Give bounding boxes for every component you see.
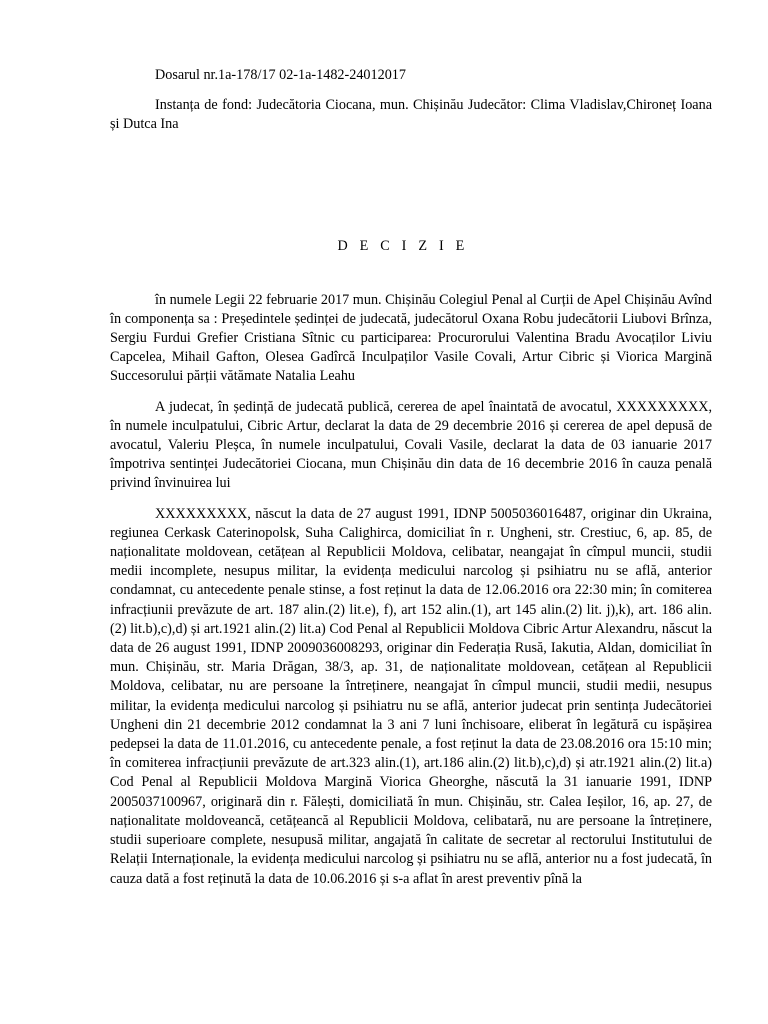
file-number: Dosarul nr.1a-178/17 02-1a-1482-24012017 (155, 67, 406, 83)
spacer (110, 146, 712, 238)
paragraph-appeal: A judecat, în ședință de judecată publică, cererea de apel înaintată de avocatul, XXXXXXXXX, în numele inculpatului, Cibric Artur, declarat la data de 29 decembrie 2016 și cererea de apel depusă de avocatul, Valeriu Pleșca, în numele inculpatului, Covali Vasile, declarat la data de 03 ianuarie 2017 împotriva sentinței Judecătoriei Ciocana, mun Chișinău din data de 16 decembrie 2016 în cauza penală privind învinuirea lui (110, 398, 712, 492)
court-of-first-instance: Instanța de fond: Judecătoria Ciocana, mun. Chișinău Judecător: Clima Vladislav,Chironeț Ioana și Dutca Ina (110, 97, 712, 133)
document-title: D E C I Z I E (337, 237, 469, 254)
paragraph-composition: în numele Legii 22 februarie 2017 mun. Chișinău Colegiul Penal al Curții de Apel Chișinău Avînd în componența sa : Președintele ședinței de judecată, judecătorul Oxana Robu judecătorii Liubovi Brînza, Sergiu Furdui Grefier Cristiana Sîtnic cu participarea: Procurorului Valentina Bradu Avocaților Liviu Capcelea, Mihail Gafton, Olesea Gadîrcă Inculpaților Vasile Covali, Artur Cibric și Viorica Margină Succesorului părții vătămate Natalia Leahu (110, 291, 712, 385)
paragraph-defendants: XXXXXXXXX, născut la data de 27 august 1991, IDNP 5005036016487, originar din Ukraina, regiunea Cerkask Caterinopolsk, Suha Calighirca, domiciliat în r. Ungheni, str. Crestiuc, 6, ap. 85, de naționalitate moldovean, cetățean al Republicii Moldova, celibatar, neangajat în cîmpul muncii, studii medii incomplete, nesupus militar, la evidența medicului narcolog și psihiatru nu se află, anterior condamnat, cu antecedente penale stinse, a fost reținut la data de 12.06.2016 ora 22:30 min; în comiterea infracțiunii prevăzute de art. 187 alin.(2) lit.e), f), art 152 alin.(1), art 145 alin.(2) lit. j),k), art. 186 alin.(2) lit.b),c),d) și art.1921 alin.(2) lit.a) Cod Penal al Republicii Moldova Cibric Artur Alexandru, născut la data de 26 august 1991, IDNP 2009036008293, originar din Federația Rusă, Iakutia, Aldan, domiciliat în mun. Chișinău, str. Maria Drăgan, 38/3, ap. 31, de naționalitate moldovean, cetățean al Republicii Moldova, celibatar, nu are persoane la întreținere, neangajat în cîmpul muncii, studii medii, nesupus militar, la evidența medicului narcolog și psihiatru nu se află, anterior judecat prin sentința Judecătoriei Ungheni din 21 decembrie 2012 condamnat la 3 ani 7 luni închisoare, eliberat în legătură cu ispășirea pedepsei la data de 11.01.2016, cu antecedente penale, a fost reținut la data de 23.08.2016 ora 15:10 min; în comiterea infracțiunii prevăzute de art.323 alin.(1), art.186 alin.(2) lit.b),c),d) și atr.1921 alin.(2) lit.a) Cod Penal al Republicii Moldova Margină Viorica Gheorghe, născută la 31 ianuarie 1991, IDNP 2005037100967, originară din r. Fălești, domiciliată în mun. Chișinău, str. Calea Ieșilor, 16, ap. 27, de naționalitate moldoveancă, cetățeancă al Republicii Moldova, celibatară, nu are persoane la întreținere, studii superioare complete, nesupusă militar, angajată în calitate de secretar al rectorului Institutului de Relații Internaționale, la evidența medicului narcolog și psihiatru nu se află, anterior nu a fost judecată, în cauza dată a fost reținută la data de 10.06.2016 și s-a aflat în arest preventiv pînă la (110, 505, 712, 887)
